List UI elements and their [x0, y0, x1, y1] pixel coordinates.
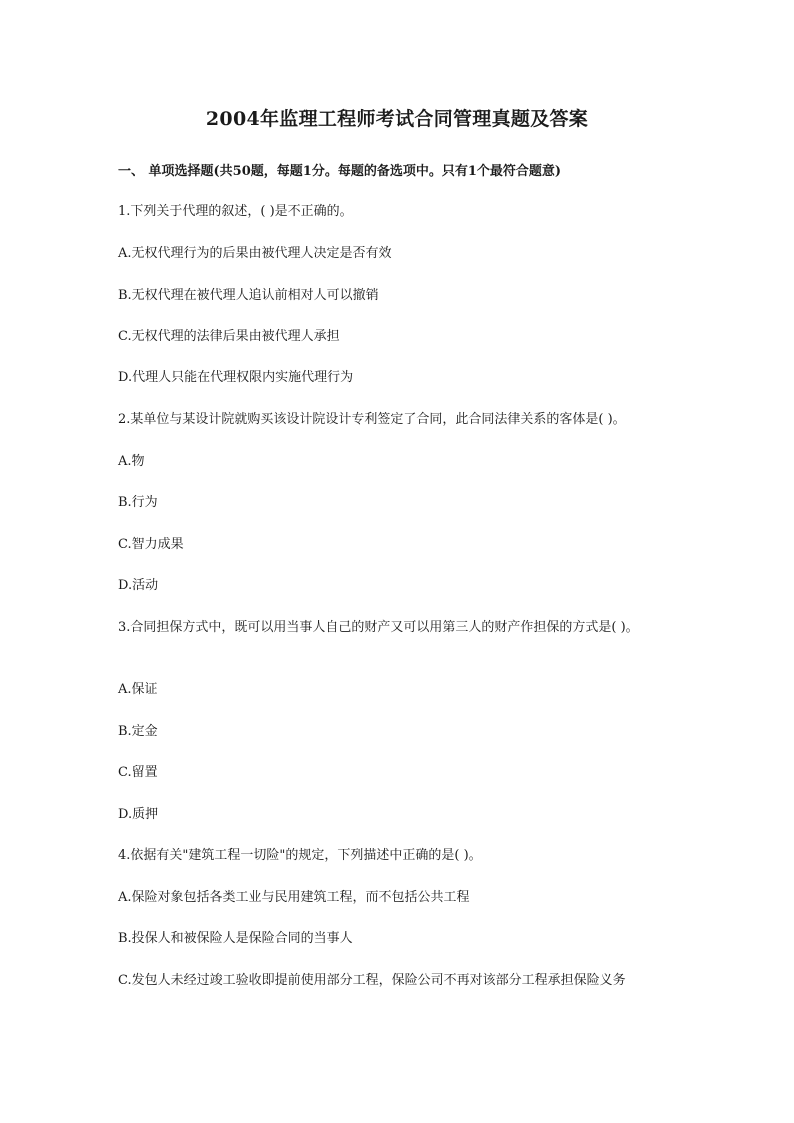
question-1-option-b: B.无权代理在被代理人追认前相对人可以撤销	[118, 288, 379, 303]
question-1-option-d: D.代理人只能在代理权限内实施代理行为	[118, 370, 354, 385]
question-2-option-b: B.行为	[118, 495, 158, 510]
question-2-text: 2.某单位与某设计院就购买该设计院设计专利签定了合同，此合同法律关系的客体是( )。	[118, 412, 626, 427]
question-1-option-c: C.无权代理的法律后果由被代理人承担	[118, 329, 340, 344]
question-3-option-c: C.留置	[118, 765, 158, 780]
question-3-option-d: D.质押	[118, 807, 159, 822]
question-4-text: 4.依据有关"建筑工程一切险"的规定，下列描述中正确的是( )。	[118, 848, 482, 863]
section-heading: 一、 单项选择题(共50题，每题1分。每题的备选项中。只有1个最符合题意)	[118, 164, 562, 179]
question-4-option-b: B.投保人和被保险人是保险合同的当事人	[118, 931, 353, 946]
document-title: 2004年监理工程师考试合同管理真题及答案	[205, 108, 589, 130]
question-3-option-b: B.定金	[118, 724, 158, 739]
question-1-text: 1.下列关于代理的叙述，( )是不正确的。	[118, 204, 353, 219]
question-3-text: 3.合同担保方式中，既可以用当事人自己的财产又可以用第三人的财产作担保的方式是( )。	[118, 620, 639, 635]
question-4-option-c: C.发包人未经过竣工验收即提前使用部分工程，保险公司不再对该部分工程承担保险义务	[118, 973, 626, 988]
question-1-option-a: A.无权代理行为的后果由被代理人决定是否有效	[118, 246, 392, 261]
question-2-option-d: D.活动	[118, 578, 159, 593]
question-4-option-a: A.保险对象包括各类工业与民用建筑工程，而不包括公共工程	[118, 890, 470, 905]
question-2-option-c: C.智力成果	[118, 537, 184, 552]
question-2-option-a: A.物	[118, 454, 145, 469]
question-3-option-a: A.保证	[118, 682, 158, 697]
